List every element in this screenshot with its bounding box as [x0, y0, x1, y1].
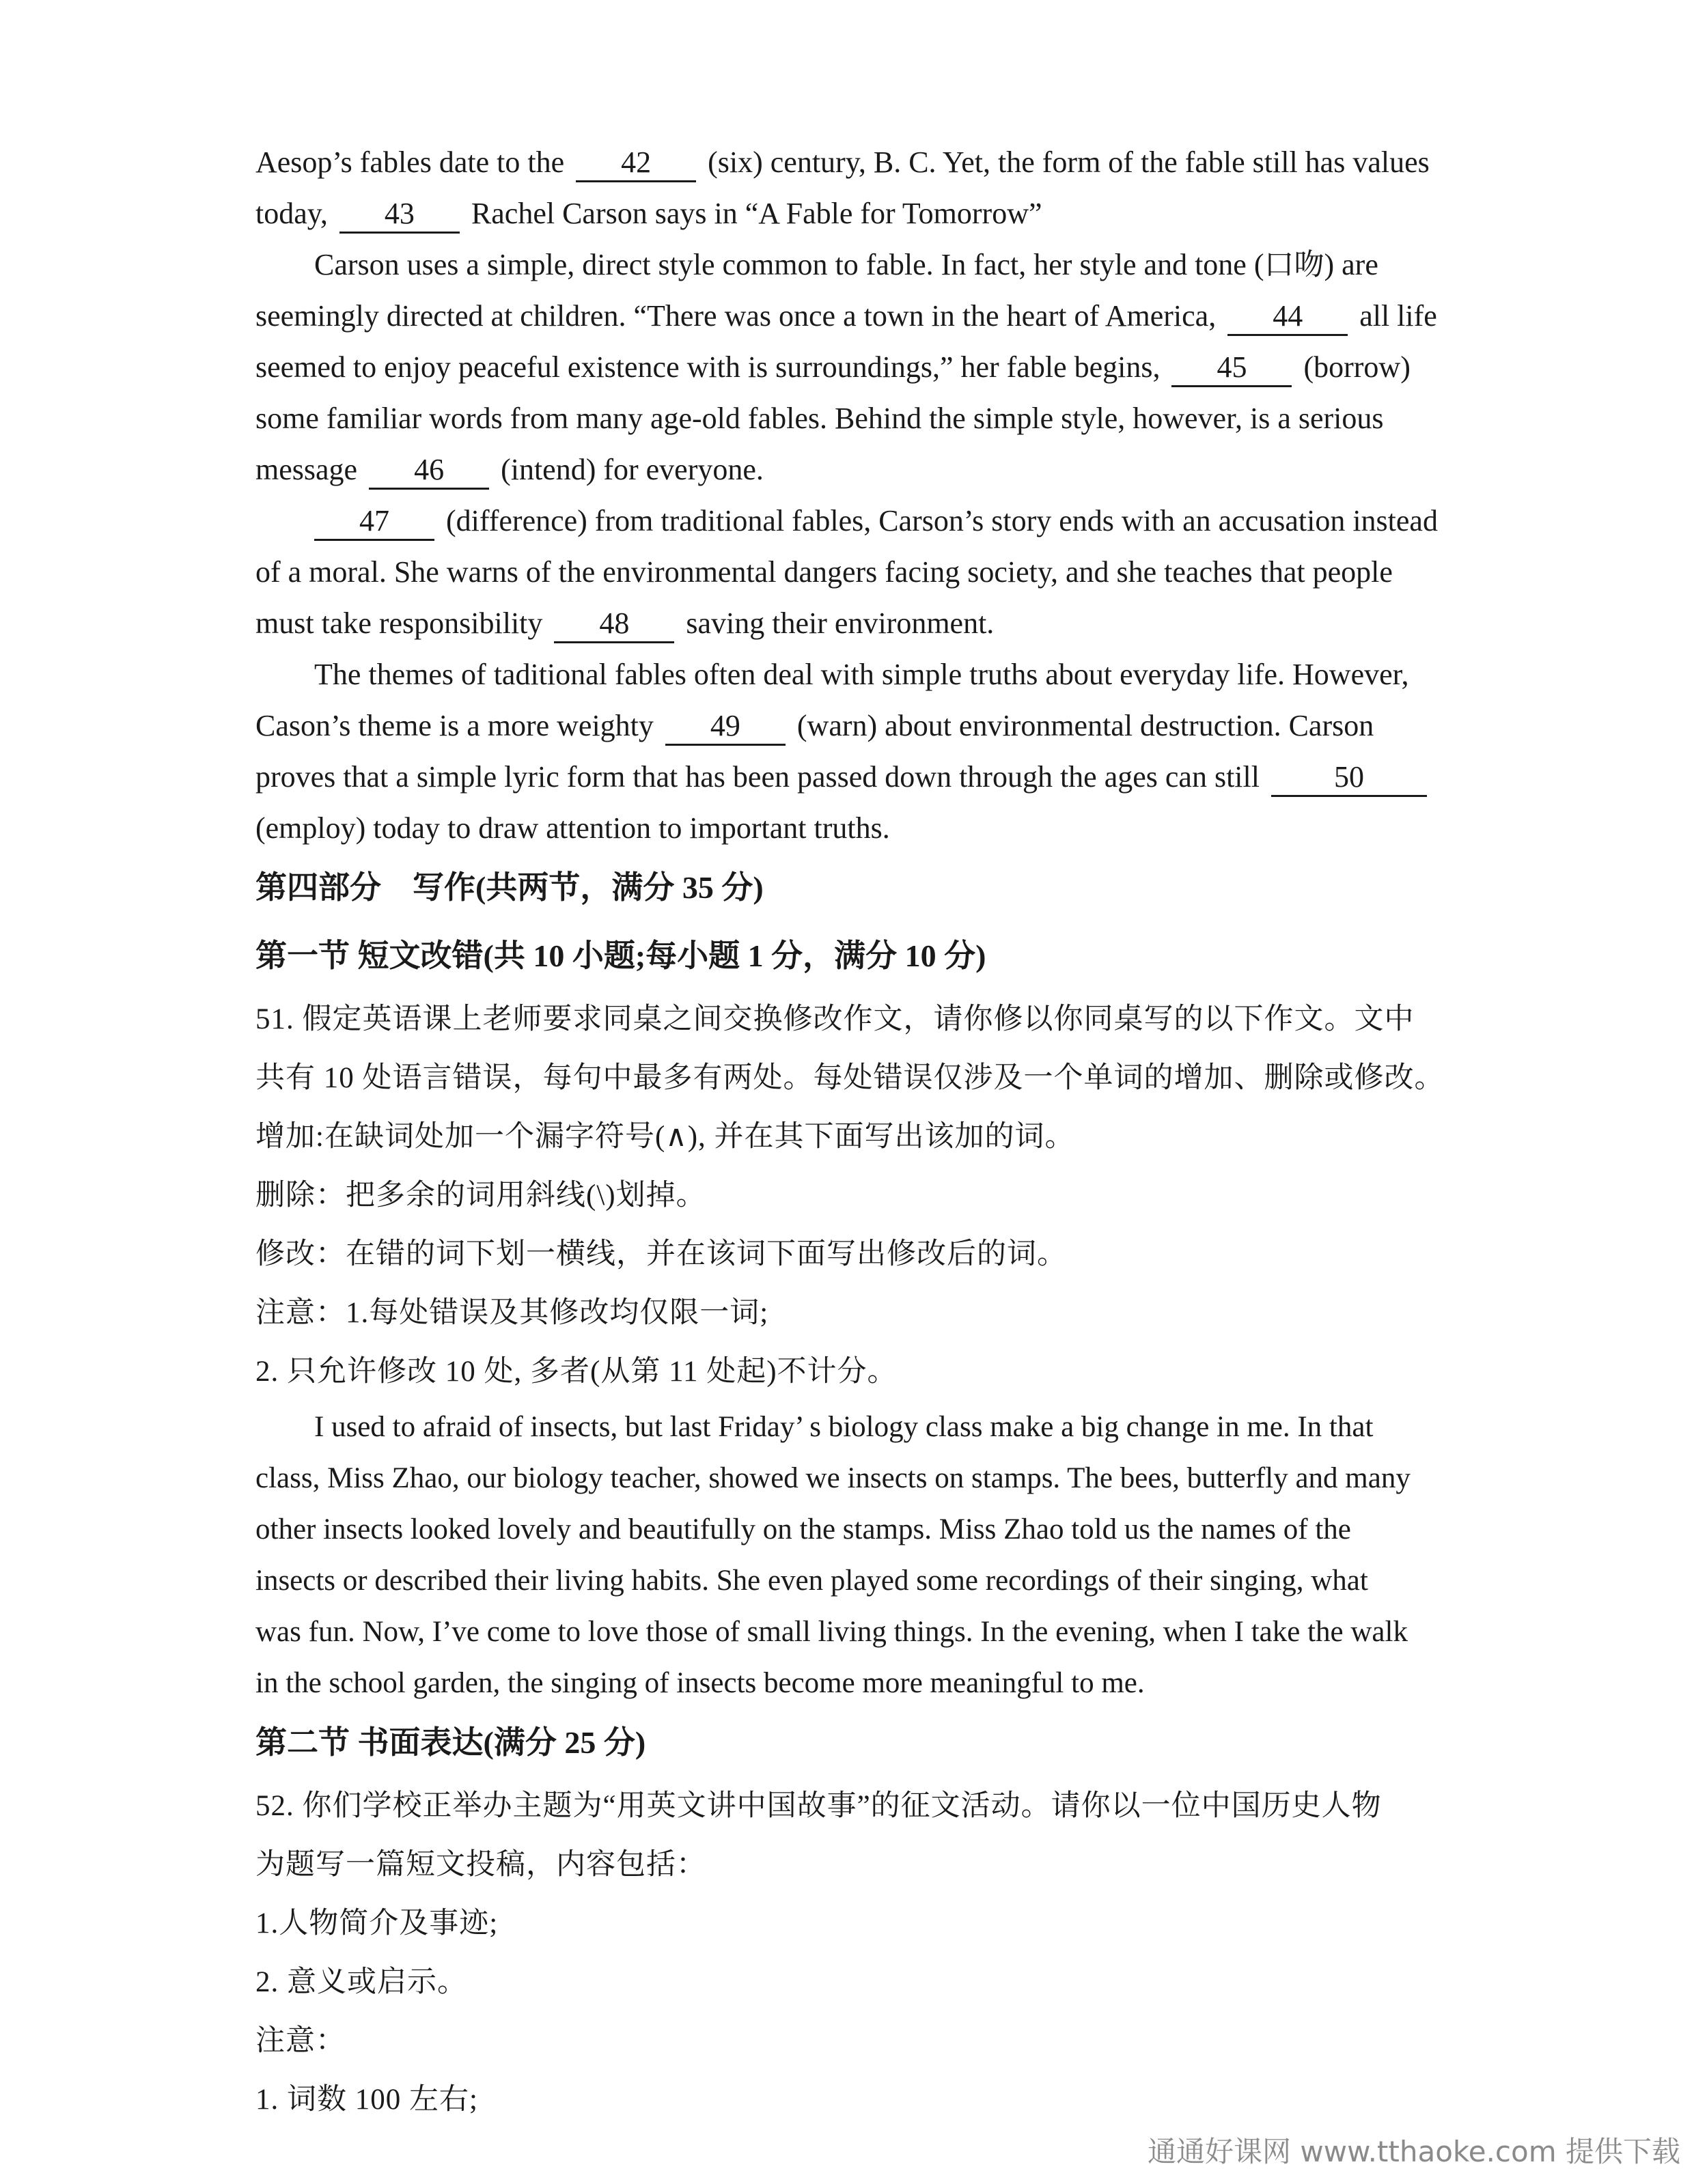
essay-line: was fun. Now, I’ve come to love those of small living things. In the evening, when I take the walk	[255, 1616, 1408, 1648]
q51-line: 2. 只允许修改 10 处, 多者(从第 11 处起)不计分。	[255, 1356, 898, 1388]
cloze-line	[255, 700, 1437, 751]
blank-47: 47	[314, 503, 434, 541]
blank-44: 44	[1227, 298, 1348, 336]
text: (intend) for everyone.	[501, 453, 764, 486]
cloze-line	[255, 751, 1437, 802]
text: Cason’s theme is a more weighty	[255, 709, 654, 742]
blank-49: 49	[665, 708, 786, 746]
blank-46: 46	[369, 452, 489, 490]
cloze-line	[255, 546, 1437, 598]
text: (warn) about environmental destruction. Carson	[796, 709, 1374, 742]
section2-heading: 第二节 书面表达(满分 25 分)	[255, 1725, 646, 1760]
cloze-line	[255, 188, 1437, 239]
text: (borrow)	[1303, 350, 1411, 384]
text: saving their environment.	[686, 606, 995, 640]
cloze-line	[255, 137, 1437, 188]
text: must take responsibility	[255, 606, 543, 640]
q52-line: 为题写一篇短文投稿，内容包括：	[255, 1849, 706, 1881]
text: Carson uses a simple, direct style common to fable. In fact, her style and tone (口吻) are	[314, 248, 1378, 281]
cloze-line	[255, 393, 1437, 444]
essay-line: I used to afraid of insects, but last Friday’ s biology class make a big change in me. In that	[314, 1411, 1374, 1443]
text: seemingly directed at children. “There was once a town in the heart of America,	[255, 299, 1217, 333]
text: all life	[1359, 299, 1437, 333]
essay-line: in the school garden, the singing of insects become more meaningful to me.	[255, 1667, 1145, 1699]
essay-line: insects or described their living habits. She even played some recordings of their singing, what	[255, 1565, 1368, 1597]
text: (six) century, B. C. Yet, the form of the fable still has values	[708, 145, 1430, 179]
cloze-line	[255, 444, 1437, 495]
q51-line: 修改：在错的词下划一横线，并在该词下面写出修改后的词。	[255, 1238, 1067, 1270]
text: (difference) from traditional fables, Carson’s story ends with an accusation instead	[446, 504, 1438, 537]
essay-line: other insects looked lovely and beautifully on the stamps. Miss Zhao told us the names of the	[255, 1513, 1351, 1545]
text: (employ) today to draw attention to important truths.	[255, 811, 890, 845]
q51-line: 增加:在缺词处加一个漏字符号(∧), 并在其下面写出该加的词。	[255, 1121, 1075, 1153]
blank-43: 43	[339, 196, 460, 234]
q52-line: 2. 意义或启示。	[255, 1966, 467, 1998]
cloze-line	[255, 495, 1437, 546]
q51-line: 注意：1.每处错误及其修改均仅限一词;	[255, 1297, 769, 1329]
q52-line: 1.人物简介及事迹;	[255, 1907, 499, 1940]
exam-page	[255, 137, 1445, 2129]
blank-45: 45	[1171, 350, 1292, 387]
cloze-line	[255, 649, 1437, 700]
q52-line: 52. 你们学校正举办主题为“用英文讲中国故事”的征文活动。请你以一位中国历史人物	[255, 1790, 1382, 1822]
text: today,	[255, 197, 328, 230]
blank-50: 50	[1271, 759, 1427, 797]
text: some familiar words from many age-old fables. Behind the simple style, however, is a serious	[255, 402, 1384, 435]
cloze-line	[255, 239, 1437, 290]
cloze-line	[255, 290, 1437, 341]
watermark-text: 通通好课网 www.tthaoke.com 提供下载	[1148, 2135, 1680, 2168]
text: of a moral. She warns of the environmental dangers facing society, and she teaches that people	[255, 555, 1393, 589]
part4-heading: 第四部分 写作(共两节，满分 35 分)	[255, 870, 764, 905]
text: seemed to enjoy peaceful existence with is surroundings,” her fable begins,	[255, 350, 1161, 384]
text: message	[255, 453, 358, 486]
text: proves that a simple lyric form that has been passed down through the ages can still	[255, 760, 1260, 794]
text: Aesop’s fables date to the	[255, 145, 565, 179]
text: Rachel Carson says in “A Fable for Tomorrow”	[471, 197, 1042, 230]
q52-line: 注意：	[255, 2025, 346, 2057]
cloze-line	[255, 341, 1437, 393]
blank-42: 42	[576, 145, 696, 182]
blank-48: 48	[554, 606, 674, 643]
q51-line: 51. 假定英语课上老师要求同桌之间交换修改作文，请你修以你同桌写的以下作文。文中	[255, 1003, 1415, 1035]
q52-line: 1. 词数 100 左右;	[255, 2084, 478, 2116]
q51-line: 共有 10 处语言错误，每句中最多有两处。每处错误仅涉及一个单词的增加、删除或修改。	[255, 1062, 1445, 1094]
essay-line: class, Miss Zhao, our biology teacher, showed we insects on stamps. The bees, butterfly and many	[255, 1462, 1411, 1494]
cloze-line	[255, 802, 1437, 854]
section1-heading: 第一节 短文改错(共 10 小题;每小题 1 分，满分 10 分)	[255, 938, 986, 973]
q51-line: 删除：把多余的词用斜线(\)划掉。	[255, 1179, 706, 1212]
text: The themes of taditional fables often deal with simple truths about everyday life. However,	[314, 658, 1409, 691]
cloze-line	[255, 598, 1437, 649]
